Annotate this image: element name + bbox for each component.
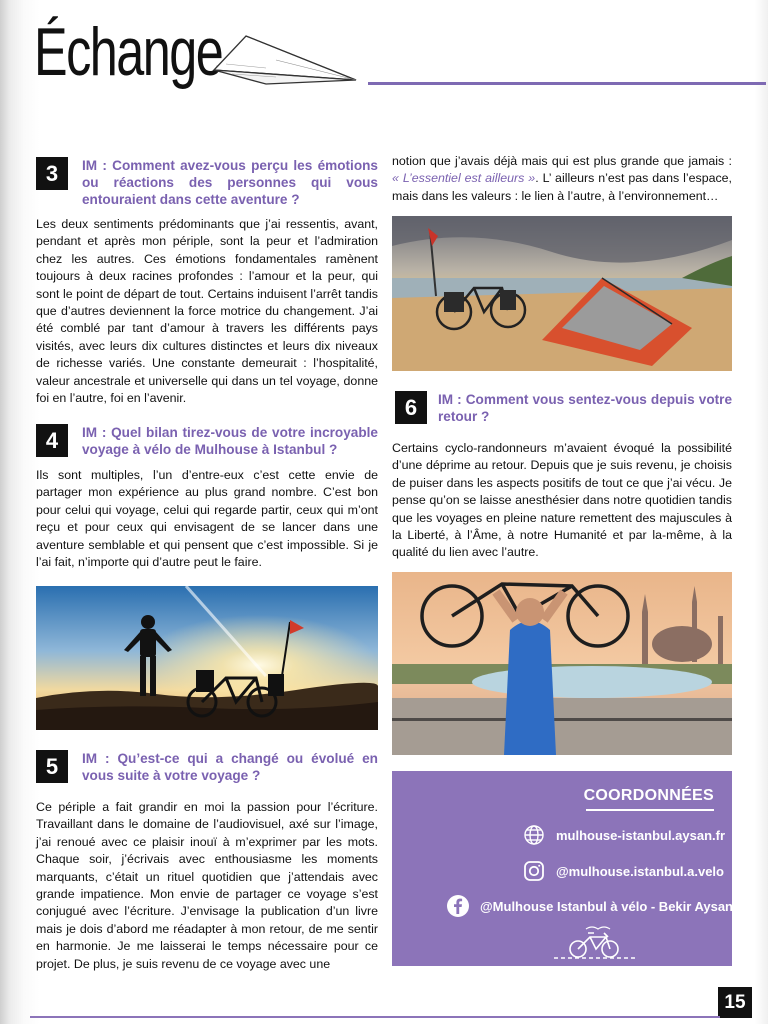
contact-website[interactable] <box>522 823 725 847</box>
question-text: IM : Comment avez-vous perçu les émotions ou réactions des personnes qui vous entouraient dans cette aventure ? <box>82 158 378 207</box>
globe-icon <box>522 823 546 847</box>
contact-title: COORDONNÉES <box>583 787 714 804</box>
answer-5-continued <box>392 153 732 205</box>
question-number: 4 <box>36 424 68 457</box>
photo-sunset-cyclist <box>36 586 378 730</box>
question-text: IM : Qu’est-ce qui a changé ou évolué en vous suite à votre voyage ? <box>82 751 378 783</box>
contact-facebook[interactable] <box>446 894 733 918</box>
question-4 <box>36 424 378 464</box>
header-rule <box>368 82 766 85</box>
answer-4: Ils sont multiples, l’un d’entre-eux c’est cette envie de partager mon expérience au plus grand nombre. C’est bon pour celui qui voyage, celui qui regarde partir, ceux qui m’ont reçu et pour ceux qui envisagent de se lancer dans une aventure semblable et qui pensent que c’est impossible. Si je l’ai fait, n’importe qui d’autre peut le faire. <box>36 468 378 570</box>
photo-beach-tent <box>392 216 732 371</box>
question-6 <box>392 391 732 431</box>
website-link[interactable]: mulhouse-istanbul.aysan.fr <box>556 827 726 843</box>
footer-rule <box>30 1016 720 1018</box>
question-text: IM : Comment vous sentez-vous depuis votre retour ? <box>438 392 732 424</box>
continued-text-end: . L’ ailleurs n’est pas dans l’espace, mais dans les valeurs : le lien à l’autre, à l’environnement… <box>392 171 733 203</box>
instagram-handle[interactable]: @mulhouse.istanbul.a.velo <box>556 863 724 879</box>
answer-6: Certains cyclo-randonneurs m’avaient évoqué la possibilité d’une déprime au retour. Depuis que je suis revenu, je choisis de puiser dans les aspects positifs de tout ce que j’ai vécu. Je pense qu’on se laisse anesthésier dans notre quotidien tandis que les voyages en pleine nature remettent des majuscules à la Liberté, à l’Âme, à notre Humanité et par la-même, à la qualité du lien avec l’autre. <box>392 441 732 560</box>
contact-box <box>392 771 732 966</box>
question-number: 5 <box>36 750 68 783</box>
question-3 <box>36 157 378 209</box>
facebook-icon <box>446 894 470 918</box>
question-5 <box>36 750 378 790</box>
answer-5: Ce périple a fait grandir en moi la passion pour l’écriture. Travaillant dans le domaine de l’audiovisuel, axé sur l’image, j’ai renoué avec ce plaisir inouï à m’exprimer par les mots. Chaque soir, j’écrivais avec enthousiasme les moments marquants, c’était un rituel quotidien que j’attendais avec grande impatience. Mon envie de partager ce voyage s’est conjugué avec l’écriture. J’envisage la publication d’un livre mais je dois d’abord me réadapter à mon retour, de me sentir en harmonie. Je me laisserai le temps nécessaire pour ce projet. De plus, je suis revenu de ce voyage avec une <box>36 800 378 971</box>
page-number: 15 <box>718 987 752 1018</box>
page-title: Échange <box>34 14 223 90</box>
contact-title-underline <box>586 809 714 811</box>
answer-3: Les deux sentiments prédominants que j’ai ressentis, avant, pendant et après mon périple, sont la peur et l’admiration chez les autres. Ces émotions fondamentales ramènent toujours à deux racines profondes : l’amour et la peur, qui sont le point de départ de tout. Certains induisent l’arrêt tandis que d’autres deviennent la force motrice du changement. J’ai été comblé par tant d’amour à travers les différents pays visités, avec leurs dix cultures distinctes et leurs dix niveaux de richesse variés. Une constante demeurait : l’hospitalité, valeur ancestrale et universelle qui dans un tel voyage, donne foi en l’autre, foi en l’avenir. <box>36 217 378 406</box>
contact-instagram[interactable] <box>522 859 724 883</box>
photo-istanbul-bike-lift <box>392 572 732 755</box>
question-number: 6 <box>395 391 427 424</box>
continued-text: notion que j’avais déjà mais qui est plus grande que jamais : <box>392 154 732 168</box>
instagram-icon <box>522 859 546 883</box>
question-text: IM : Quel bilan tirez-vous de votre incroyable voyage à vélo de Mulhouse à Istanbul ? <box>82 425 378 457</box>
facebook-page[interactable]: @Mulhouse Istanbul à vélo - Bekir Aysan <box>480 898 733 914</box>
question-number: 3 <box>36 157 68 190</box>
quote-text: « L’essentiel est ailleurs » <box>392 171 536 186</box>
bicycle-icon <box>548 925 644 961</box>
paper-plane-icon <box>206 30 366 90</box>
